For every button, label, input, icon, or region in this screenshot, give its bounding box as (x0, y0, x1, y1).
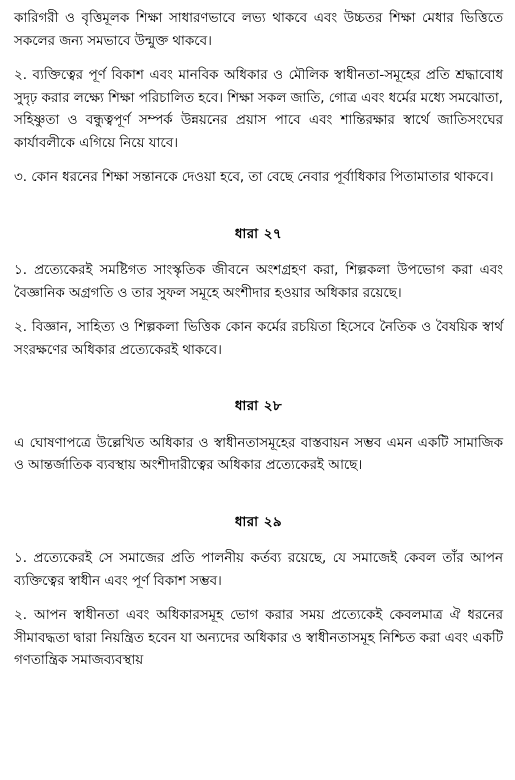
article27-heading: ধারা ২৭ (234, 226, 283, 242)
article27-paragraph2: ২. বিজ্ঞান, সাহিত্য ও শিল্পকলা ভিত্তিক কোন কর্মের রচয়িতা হিসেবে নৈতিক ও বৈষয়িক স্বার্থ সংরক্ষণের অধিকার প্রত্যেকেরই থাকবে। (14, 320, 503, 358)
article28-heading: ধারা ২৮ (234, 399, 283, 414)
article29-heading: ধারা ২৯ (234, 514, 283, 530)
article29-paragraph2: ২. আপন স্বাধীনতা এবং অধিকারসমূহ ভোগ করার সময় প্রত্যেকেই কেবলমাত্র ঐ ধরনের সীমাবদ্ধতা দ্বারা নিয়ন্ত্রিত হবেন যা অন্যদের অধিকার ও স্বাধীনতাসমূহ নিশ্চিত করা এবং একটি গণতান্ত্রিক সমাজব্যবস্থায় (14, 608, 503, 668)
article29-paragraph1: ১. প্রত্যেকেরই সে সমাজের প্রতি পালনীয় কর্তব্য রয়েছে, যে সমাজেই কেবল তাঁর আপন ব্যক্তিত্বের স্বাধীন এবং পূর্ণ বিকাশ সম্ভব। (14, 551, 503, 589)
article26-paragraph1-continued: কারিগরী ও বৃত্তিমূলক শিক্ষা সাধারণভাবে লভ্য থাকবে এবং উচ্চতর শিক্ষা মেধার ভিত্তিতে সকলের জন্য সমভাবে উন্মুক্ত থাকবে। (14, 11, 503, 49)
article27-paragraph1: ১. প্রত্যেকেরই সমষ্টিগত সাংস্কৃতিক জীবনে অংশগ্রহণ করা, শিল্পকলা উপভোগ করা এবং বৈজ্ঞানিক অগ্রগতি ও তার সুফল সমূহে অংশীদার হওয়ার অধিকার রয়েছে। (14, 263, 503, 301)
article28-paragraph1: এ ঘোষণাপত্রে উল্লেখিত অধিকার ও স্বাধীনতাসমূহের বাস্তবায়ন সম্ভব এমন একটি সামাজিক ও আন্তর্জাতিক ব্যবস্থায় অংশীদারীত্বের অধিকার প্রত্যেকেরই আছে। (14, 435, 503, 473)
article26-paragraph3: ৩. কোন ধরনের শিক্ষা সন্তানকে দেওয়া হবে, তা বেছে নেবার পূর্বাধিকার পিতামাতার থাকবে। (14, 170, 494, 185)
article26-paragraph2: ২. ব্যক্তিত্বের পূর্ণ বিকাশ এবং মানবিক অধিকার ও মৌলিক স্বাধীনতা-সমূহের প্রতি শ্রদ্ধাবোধ সুদৃঢ় করার লক্ষ্যে শিক্ষা পরিচালিত হবে। শিক্ষা সকল জাতি, গোত্র এবং ধর্মের মধ্যে সমঝোতা, সহিষ্ণুতা ও বন্ধুত্বপূর্ণ সম্পর্ক উন্নয়নের প্রয়াস পাবে এবং শান্তিরক্ষার স্বার্থে জাতিসংঘের কার্যাবলীকে এগিয়ে নিয়ে যাবে। (14, 68, 503, 151)
